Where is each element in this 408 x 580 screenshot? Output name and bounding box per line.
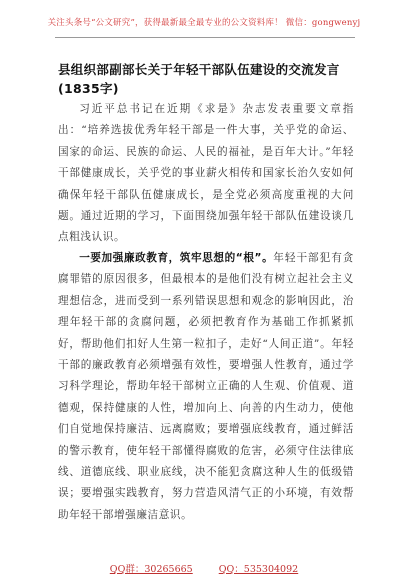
header-banner: 关注头条号“公文研究”，获得最新最全最专业的公文资料库！ 微信：gongwenyj bbox=[47, 18, 361, 28]
section-1-heading: 一要加强廉政教育，筑牢思想的“根”。 bbox=[79, 252, 274, 264]
footer-contact bbox=[0, 561, 408, 575]
header-divider bbox=[55, 37, 355, 38]
intro-paragraph: 习近平总书记在近期《求是》杂志发表重要文章指出：“培养选拔优秀年轻干部是一件大事，关乎党的命运、国家的命运、民族的命运、人民的福祉，是百年大计。”年轻干部健康成长，关乎党的事业薪火相传和国家长治久安如何确保年轻干部队伍健康成长，是全党必须高度重视的大问题。通过近期的学习，下面围绕加强年轻干部队伍建设谈几点粗浅认识。 bbox=[58, 103, 354, 244]
qq-link[interactable]: QQ：535304092 bbox=[218, 564, 299, 575]
section-1-paragraph bbox=[58, 248, 354, 526]
document-title: 县组织部副部长关于年轻干部队伍建设的交流发言(1835字) bbox=[58, 62, 340, 96]
section-1-body: 年轻干部犯有贪腐罪错的原因很多，但最根本的是他们没有树立起社会主义理想信念，进而受到一系列错误思想和观念的影响因此，治理年轻干部的贪腐问题，必须把教育作为基础工作抓紧抓好，帮助他们扣好人生第一粒扣子，走好“人间正道”。年轻干部的廉政教育必须增强有效性，要增强人性教育，通过学习科学理论，帮助年轻干部树立正确的人生观、价值观、道德观，保持健康的人性，增加向上、向善的内生动力，使他们自觉地保持廉洁、远离腐败；要增强底线教育，通过鲜活的警示教育，使年轻干部懂得腐败的危害，必须守住法律底线、道德底线、职业底线，决不能犯贪腐这种人生的低级错误；要增强实践教育，努力营造风清气正的小环境，有效帮助年轻干部增强廉洁意识。 bbox=[58, 252, 354, 521]
qq-group-link[interactable]: QQ群：30265665 bbox=[109, 564, 193, 575]
